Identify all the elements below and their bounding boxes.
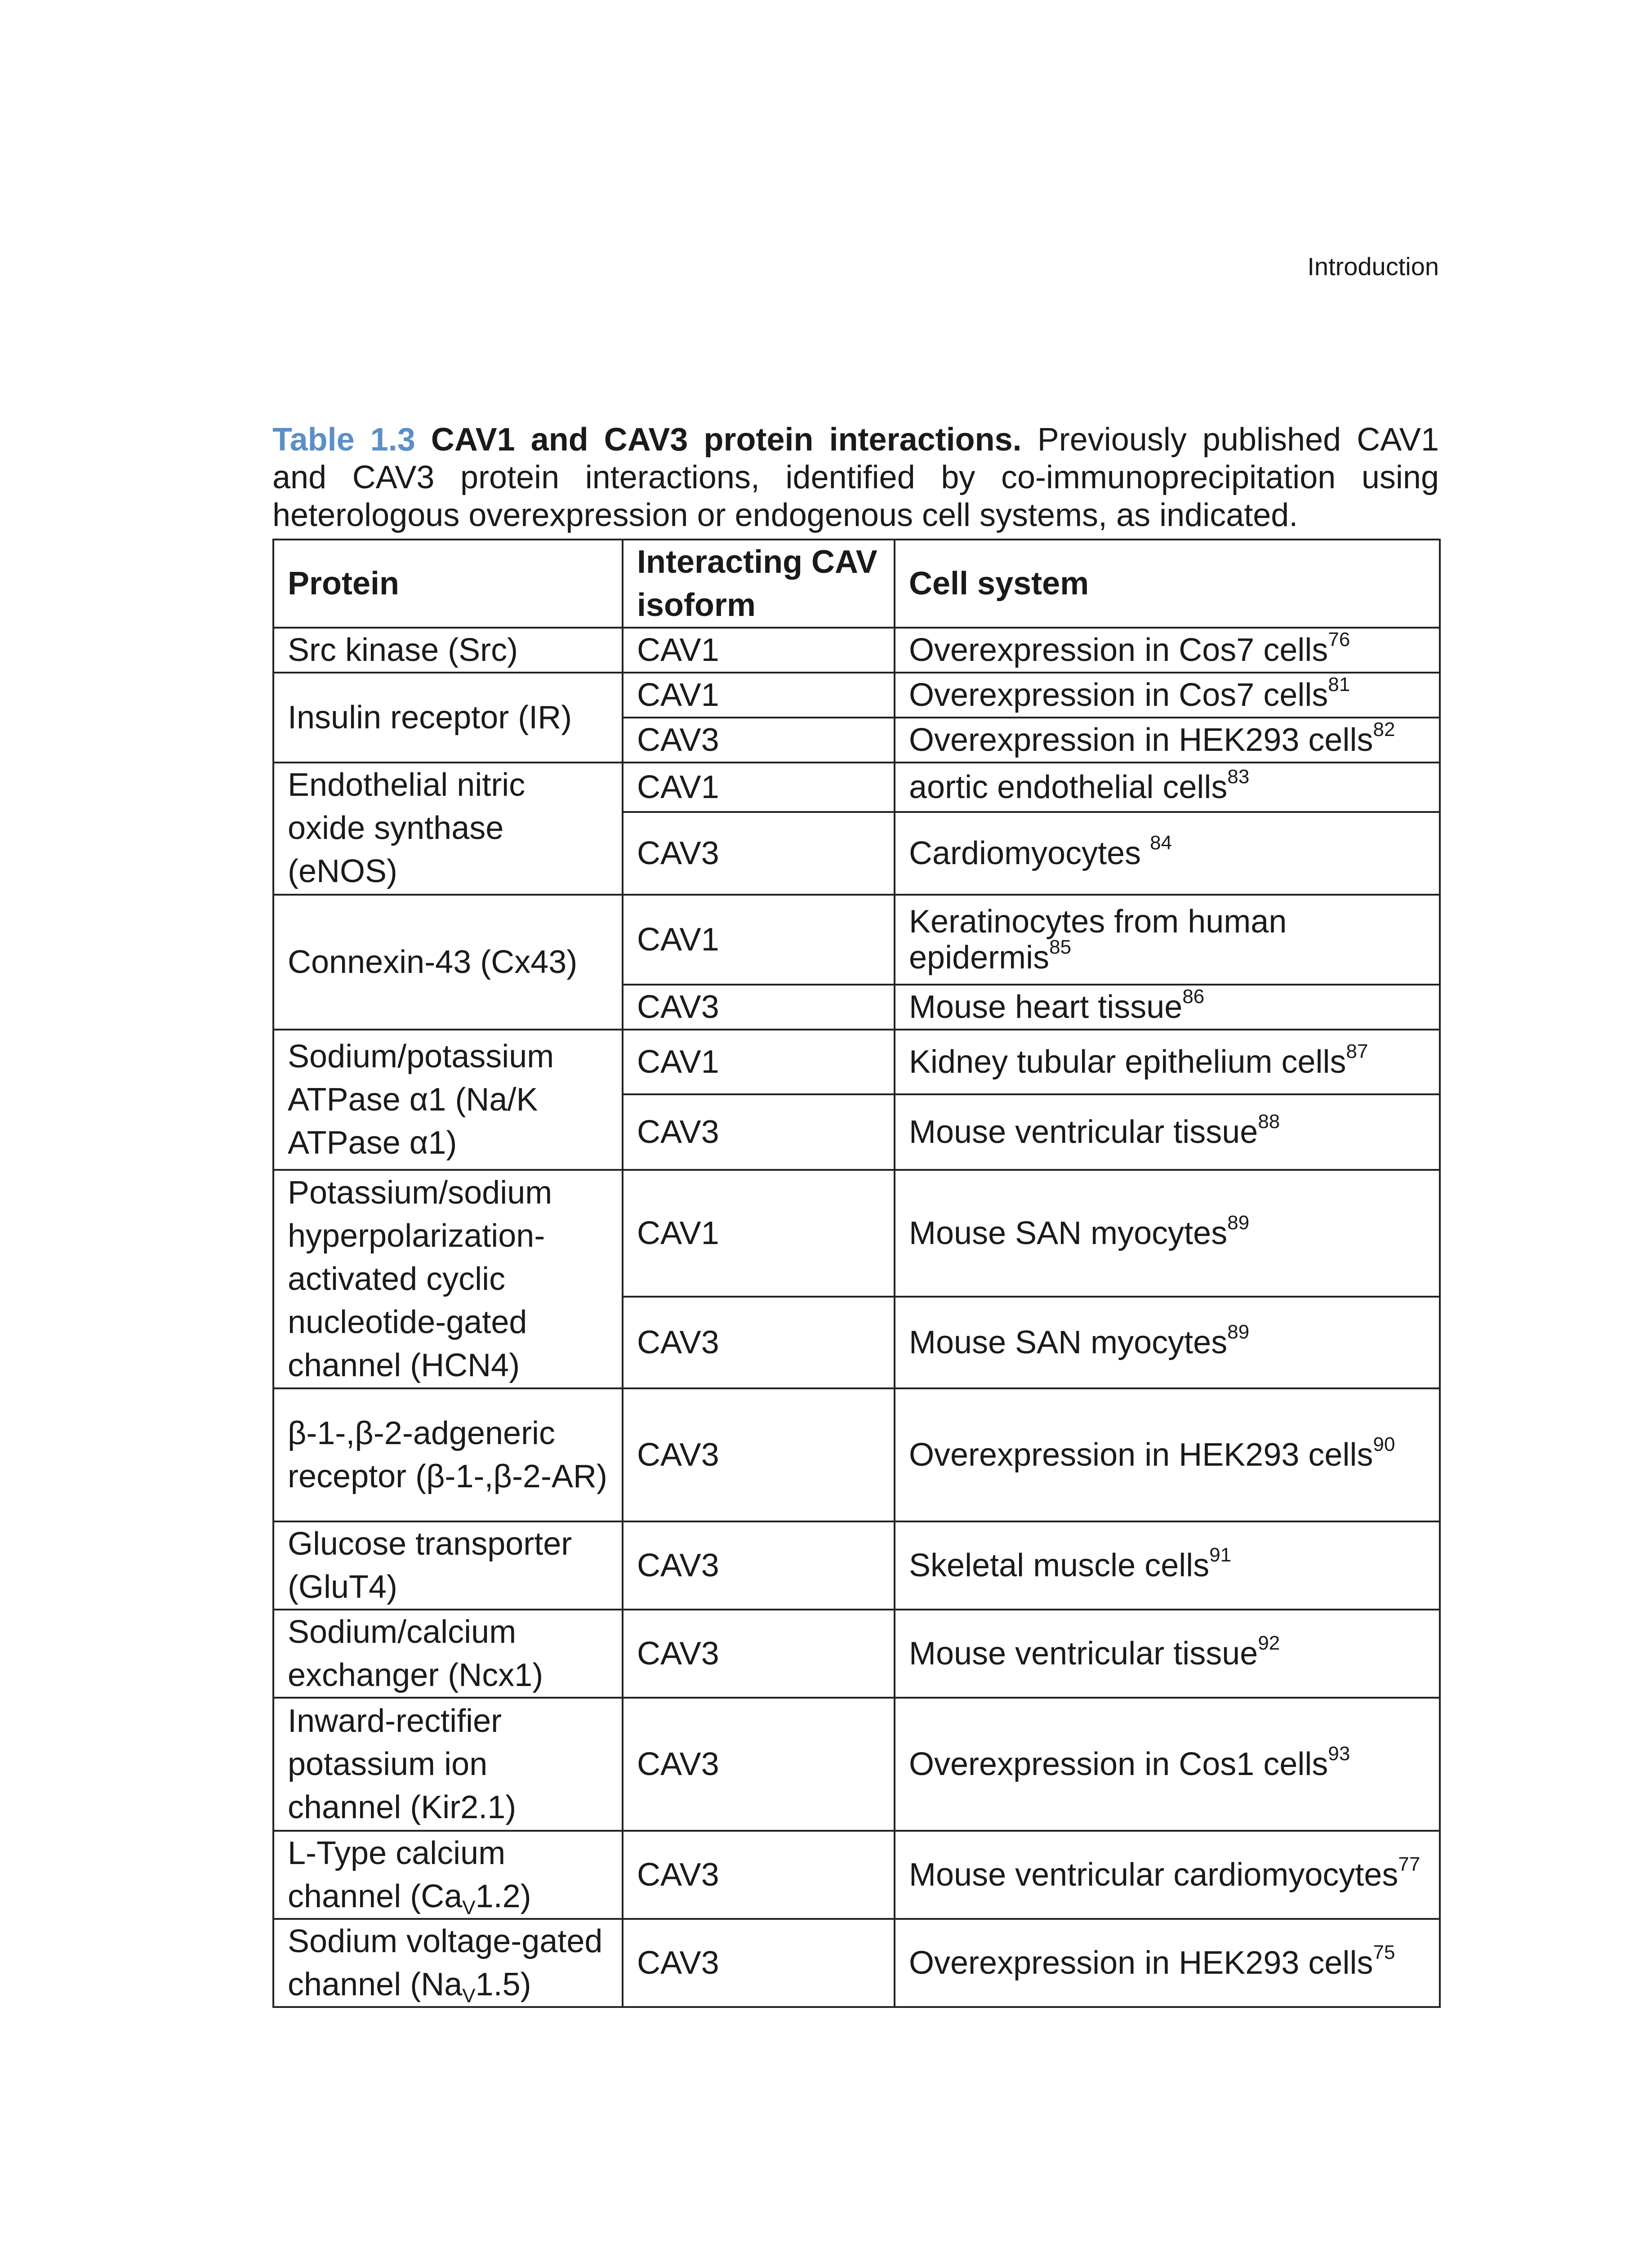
cell-system-cell (895, 628, 1440, 673)
cell-system-cell (895, 1610, 1440, 1698)
cell-system-text: Kidney tubular epithelium cells (909, 1044, 1346, 1080)
cell-system-text: Overexpression in HEK293 cells (909, 1437, 1373, 1473)
cell-system-cell (895, 1170, 1440, 1297)
protein-cell: Src kinase (Src) (273, 628, 623, 673)
cell-system-text: Overexpression in HEK293 cells (909, 722, 1373, 758)
cell-system-text: Overexpression in Cos1 cells (909, 1746, 1328, 1782)
isoform-cell: CAV3 (623, 1094, 895, 1170)
reference-number: 84 (1150, 832, 1172, 854)
reference-number: 90 (1373, 1433, 1395, 1455)
reference-number: 83 (1227, 766, 1250, 788)
cell-system-cell (895, 1521, 1440, 1610)
cell-system-cell (895, 673, 1440, 718)
reference-number: 75 (1373, 1941, 1395, 1963)
isoform-cell: CAV3 (623, 1388, 895, 1521)
cell-system-text: Mouse SAN myocytes (909, 1215, 1228, 1251)
protein-cell: Inward-rectifier potassium ion channel (Kir2.1) (273, 1698, 623, 1831)
cell-system-text: Overexpression in HEK293 cells (909, 1945, 1373, 1981)
isoform-cell: CAV3 (623, 1610, 895, 1698)
reference-number: 93 (1328, 1743, 1350, 1765)
cell-system-text: Mouse heart tissue (909, 989, 1183, 1025)
cell-system-cell (895, 1030, 1440, 1094)
protein-interactions-table (272, 539, 1441, 2008)
protein-cell: Potassium/sodium hyperpolarization-activated cyclic nucleotide-gated channel (HCN4) (273, 1170, 623, 1388)
reference-number: 92 (1258, 1632, 1280, 1654)
isoform-cell: CAV1 (623, 673, 895, 718)
table-row (273, 1610, 1440, 1698)
cell-system-text: Keratinocytes from human epidermis (909, 904, 1287, 976)
cell-system-text: Mouse ventricular tissue (909, 1636, 1258, 1672)
table-row (273, 1170, 1440, 1297)
isoform-cell: CAV3 (623, 1831, 895, 1919)
table-row (273, 1698, 1440, 1831)
cell-system-cell (895, 718, 1440, 763)
protein-cell: Sodium/potassium ATPase α1 (Na/K ATPase α1) (273, 1030, 623, 1170)
isoform-cell: CAV1 (623, 1170, 895, 1297)
protein-subscript: V (462, 1896, 476, 1919)
reference-number: 85 (1049, 936, 1072, 958)
reference-number: 89 (1227, 1212, 1250, 1234)
cell-system-cell (895, 1698, 1440, 1831)
table-row (273, 1388, 1440, 1521)
cell-system-cell (895, 1388, 1440, 1521)
isoform-cell: CAV3 (623, 1919, 895, 2007)
protein-text: Sodium voltage-gated channel (Na (288, 1923, 603, 2003)
cell-system-text: Mouse SAN myocytes (909, 1325, 1228, 1360)
table-row (273, 1521, 1440, 1610)
cell-system-text: aortic endothelial cells (909, 769, 1228, 805)
cell-system-text: Overexpression in Cos7 cells (909, 677, 1328, 713)
header-protein: Protein (273, 540, 623, 628)
reference-number: 81 (1328, 674, 1350, 696)
table-row (273, 763, 1440, 812)
protein-subscript: V (462, 1985, 476, 2007)
reference-number: 89 (1227, 1321, 1250, 1343)
cell-system-cell (895, 1094, 1440, 1170)
header-cell-system: Cell system (895, 540, 1440, 628)
protein-cell: Sodium/calcium exchanger (Ncx1) (273, 1610, 623, 1698)
protein-text: L-Type calcium channel (Ca (288, 1835, 506, 1914)
caption-text: Previously published CAV1 and CAV3 protein interactions, identified by co-immunoprecipitation using heterologous overexpression or endogenous cell systems, as indicated. (272, 422, 1439, 533)
reference-number: 86 (1182, 986, 1205, 1008)
cell-system-cell (895, 1919, 1440, 2007)
table-title: CAV1 and CAV3 protein interactions. (431, 422, 1022, 458)
cell-system-cell (895, 1831, 1440, 1919)
protein-cell: Connexin-43 (Cx43) (273, 895, 623, 1030)
isoform-cell: CAV1 (623, 1030, 895, 1094)
table-row (273, 628, 1440, 673)
cell-system-text: Overexpression in Cos7 cells (909, 632, 1328, 668)
cell-system-text: Mouse ventricular tissue (909, 1114, 1258, 1150)
isoform-cell: CAV3 (623, 718, 895, 763)
reference-number: 77 (1398, 1853, 1420, 1875)
cell-system-text: Cardiomyocytes (909, 835, 1150, 871)
isoform-cell: CAV3 (623, 812, 895, 895)
table-row (273, 673, 1440, 718)
reference-number: 88 (1258, 1111, 1280, 1133)
isoform-cell: CAV3 (623, 1297, 895, 1388)
table-caption (272, 421, 1439, 534)
reference-number: 91 (1209, 1544, 1232, 1566)
cell-system-text: Skeletal muscle cells (909, 1548, 1210, 1583)
cell-system-text: Mouse ventricular cardiomyocytes (909, 1857, 1398, 1893)
cell-system-cell (895, 812, 1440, 895)
protein-cell (273, 1919, 623, 2007)
table-header-row (273, 540, 1440, 628)
table-number: Table 1.3 (272, 422, 415, 458)
table-row (273, 895, 1440, 985)
protein-text-suffix: 1.2) (475, 1878, 531, 1914)
reference-number: 82 (1373, 718, 1395, 740)
protein-cell (273, 1831, 623, 1919)
table-row (273, 1919, 1440, 2007)
running-header: Introduction (1307, 252, 1439, 281)
isoform-cell: CAV1 (623, 628, 895, 673)
protein-cell: Glucose transporter (GluT4) (273, 1521, 623, 1610)
table-row (273, 1831, 1440, 1919)
header-isoform: Interacting CAV isoform (623, 540, 895, 628)
isoform-cell: CAV3 (623, 985, 895, 1030)
cell-system-cell (895, 763, 1440, 812)
reference-number: 87 (1346, 1040, 1368, 1062)
isoform-cell: CAV3 (623, 1698, 895, 1831)
table-row (273, 1030, 1440, 1094)
reference-number: 76 (1328, 629, 1350, 651)
isoform-cell: CAV1 (623, 763, 895, 812)
protein-cell: Endothelial nitric oxide synthase (eNOS) (273, 763, 623, 895)
cell-system-cell (895, 895, 1440, 985)
isoform-cell: CAV3 (623, 1521, 895, 1610)
protein-cell: Insulin receptor (IR) (273, 673, 623, 763)
protein-cell: β-1-,β-2-adgeneric receptor (β-1-,β-2-AR) (273, 1388, 623, 1521)
protein-text-suffix: 1.5) (475, 1967, 531, 2003)
isoform-cell: CAV1 (623, 895, 895, 985)
cell-system-cell (895, 985, 1440, 1030)
cell-system-cell (895, 1297, 1440, 1388)
